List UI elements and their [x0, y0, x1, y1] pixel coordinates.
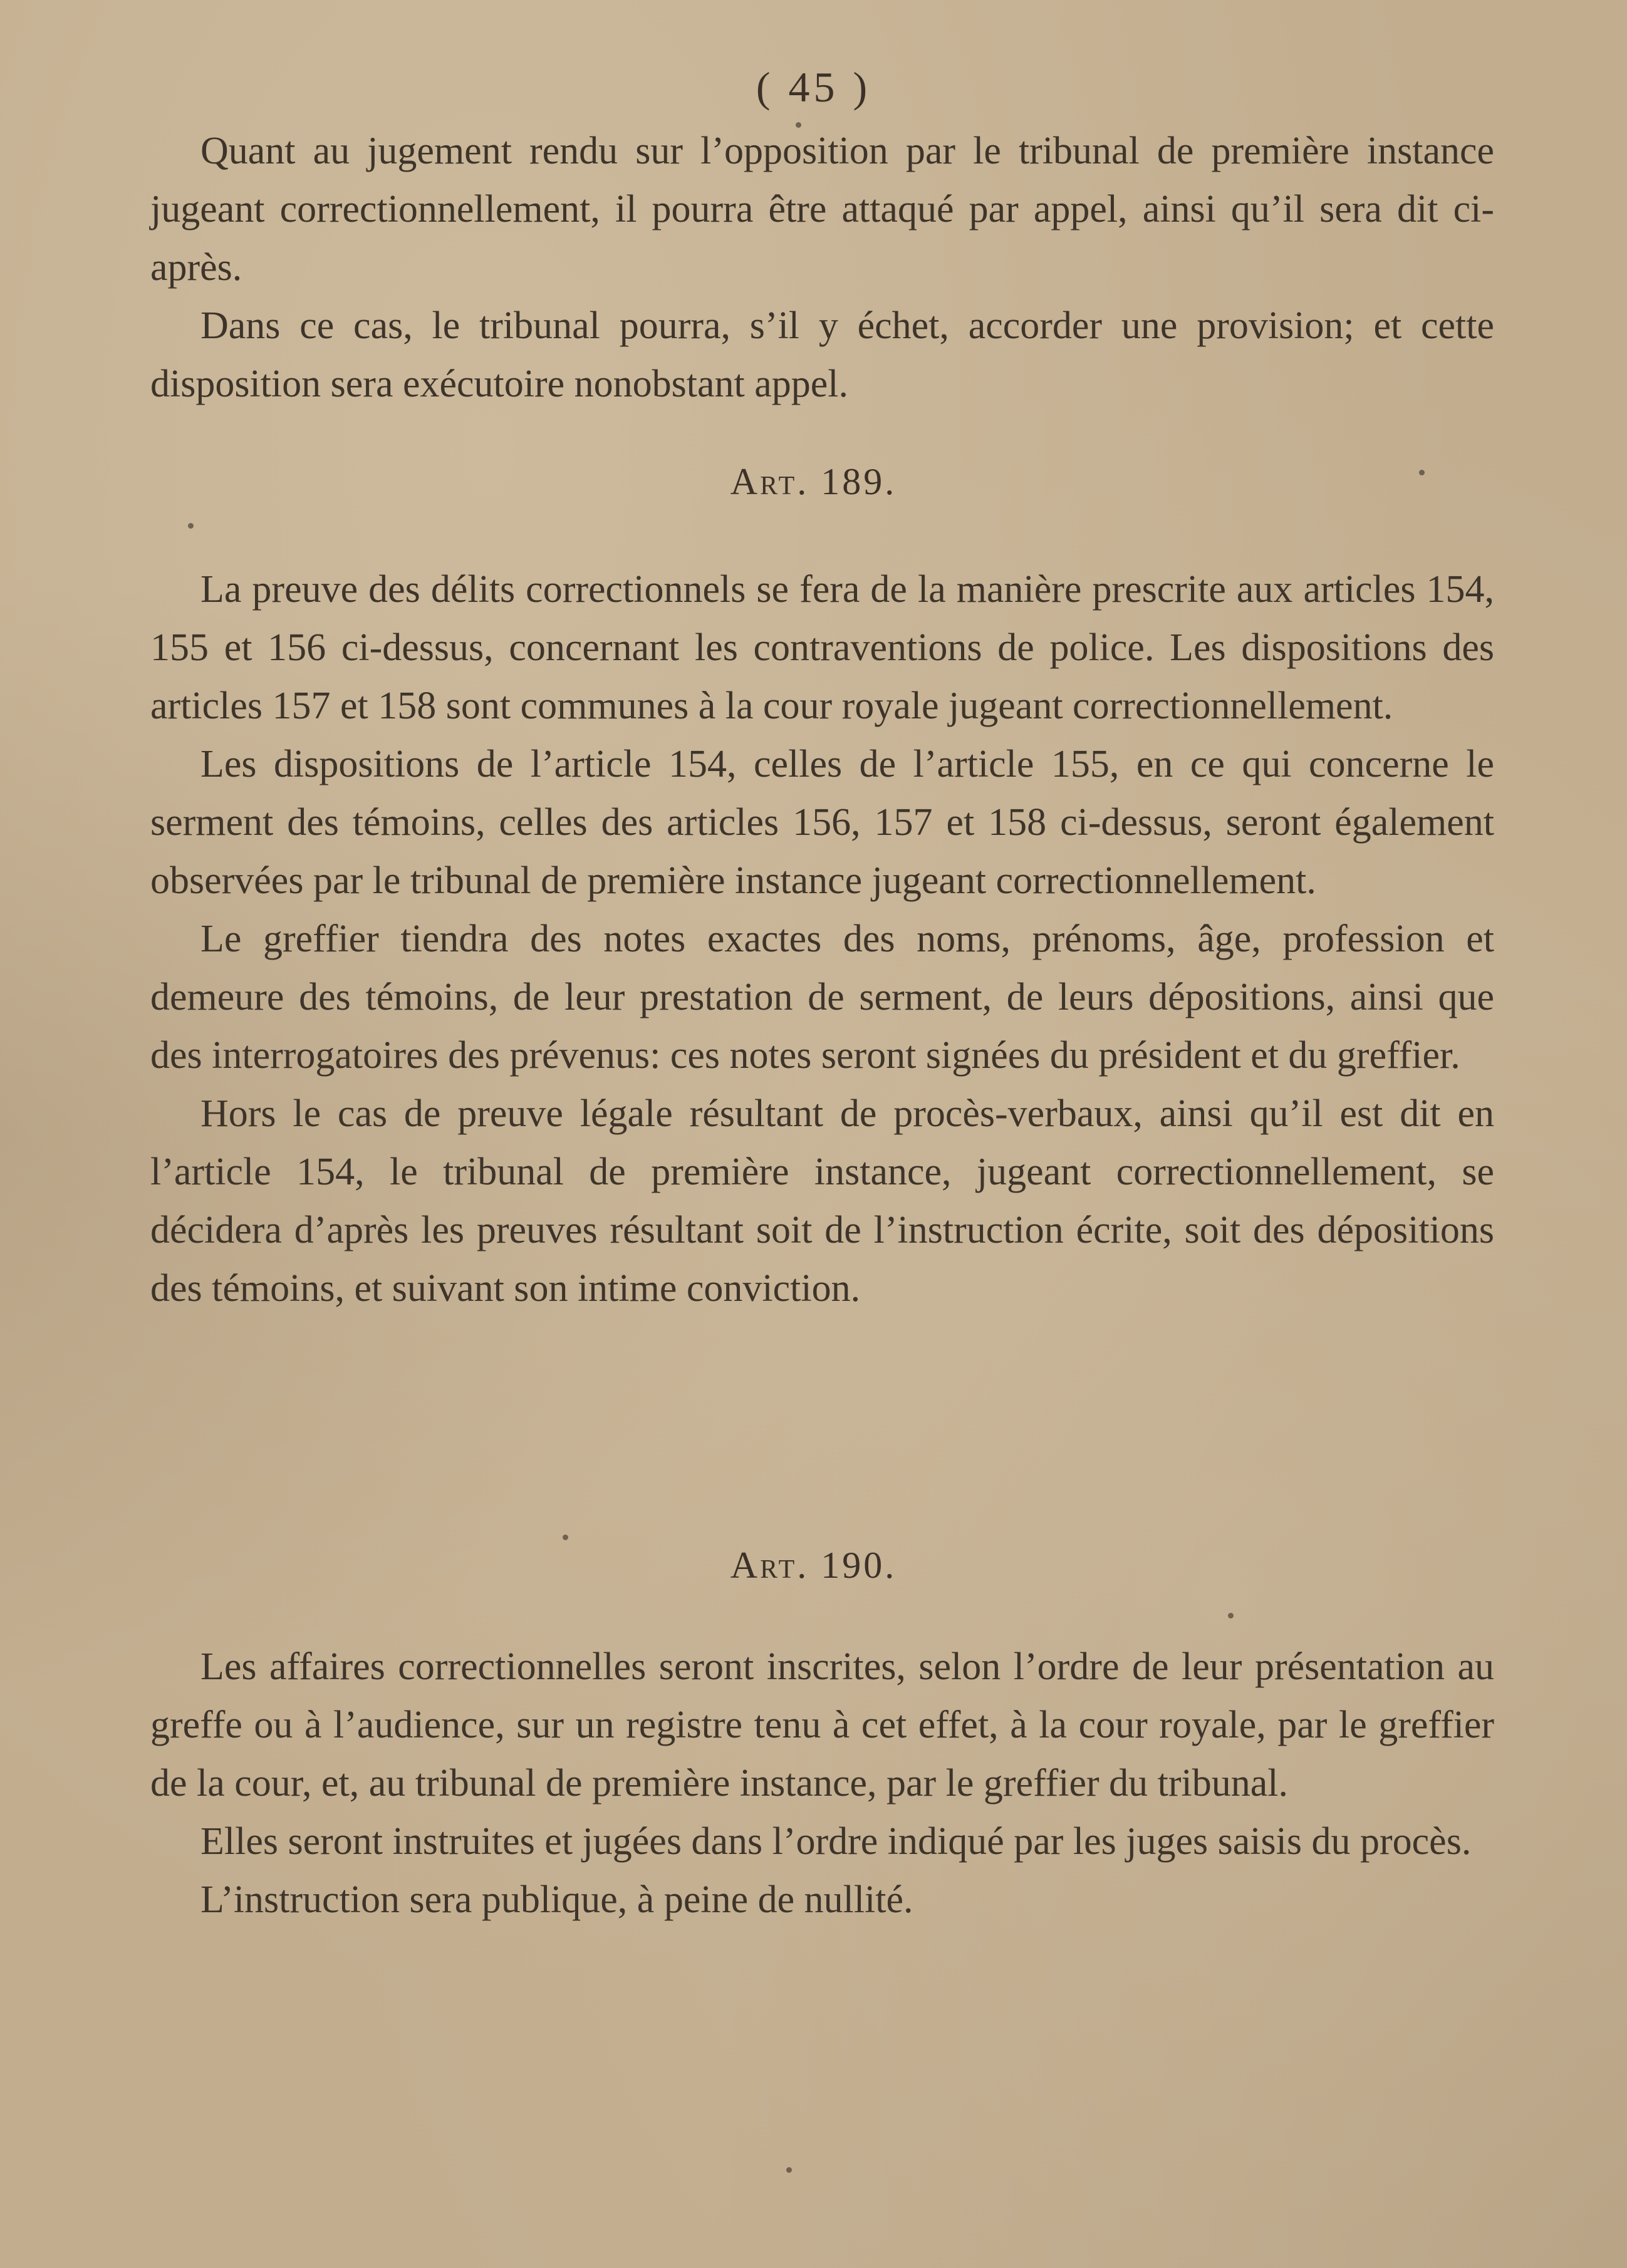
heading-article-190: Art. 190. — [730, 1545, 897, 1586]
ink-speck — [563, 1535, 568, 1540]
paragraph-order-of-trial: Elles seront instruites et jugées dans l’ordre indiqué par les juges saisis du procès. — [200, 1820, 1472, 1863]
text-block-opening — [150, 122, 1494, 413]
paragraph-proof-of-offences: La preuve des délits correctionnels se fera de la manière prescrite aux articles 154, 155 et 156 ci-dessus, concernant les contraventions de police. Les dispositions des articles 157 et 158 sont communes à la cour royale jugeant correctionnellement. — [150, 568, 1494, 727]
paragraph-registration: Les affaires correctionnelles seront inscrites, selon l’ordre de leur présentation au greffe ou à l’audience, sur un registre tenu à cet effet, à la cour royale, par le greffier de la cour, et, au tribunal de première instance, par le greffier du tribunal. — [150, 1645, 1494, 1805]
paragraph-legal-proof: Hors le cas de preuve légale résultant de procès-verbaux, ainsi qu’il est dit en l’article 154, le tribunal de première instance, jugeant correctionnellement, se décidera d’après les preuves résultant soit de l’instruction écrite, soit des dépositions des témoins, et suivant son intime conviction. — [150, 1092, 1494, 1310]
text-block-article-189 — [150, 561, 1494, 1318]
page-number: ( 45 ) — [756, 63, 871, 111]
ink-speck — [188, 523, 194, 529]
paragraph-provision: Dans ce cas, le tribunal pourra, s’il y échet, accorder une provision; et cette disposition sera exécutoire nonobstant appel. — [150, 304, 1494, 405]
ink-speck — [1419, 470, 1425, 475]
paragraph-clerk-notes: Le greffier tiendra des notes exactes des noms, prénoms, âge, profession et demeure des témoins, de leur prestation de serment, de leurs dépositions, ainsi que des interrogatoires des prévenus: ces notes seront signées du président et du greffier. — [150, 918, 1494, 1077]
text-block-article-190 — [150, 1638, 1494, 1929]
paragraph-dispositions: Les dispositions de l’article 154, celles de l’article 155, en ce qui concerne le serment des témoins, celles des articles 156, 157 et 158 ci-dessus, seront également observées par le tribunal de première instance jugeant correctionnellement. — [150, 743, 1494, 902]
ink-speck — [786, 2167, 792, 2173]
heading-article-189: Art. 189. — [730, 461, 897, 502]
ink-speck — [796, 122, 801, 128]
paragraph-public-hearing: L’instruction sera publique, à peine de nullité. — [200, 1878, 913, 1921]
paragraph-opposition-judgment: Quant au jugement rendu sur l’opposition par le tribunal de première instance jugeant correctionnellement, il pourra être attaqué par appel, ainsi qu’il sera dit ci-après. — [150, 130, 1494, 289]
ink-speck — [1228, 1613, 1234, 1618]
